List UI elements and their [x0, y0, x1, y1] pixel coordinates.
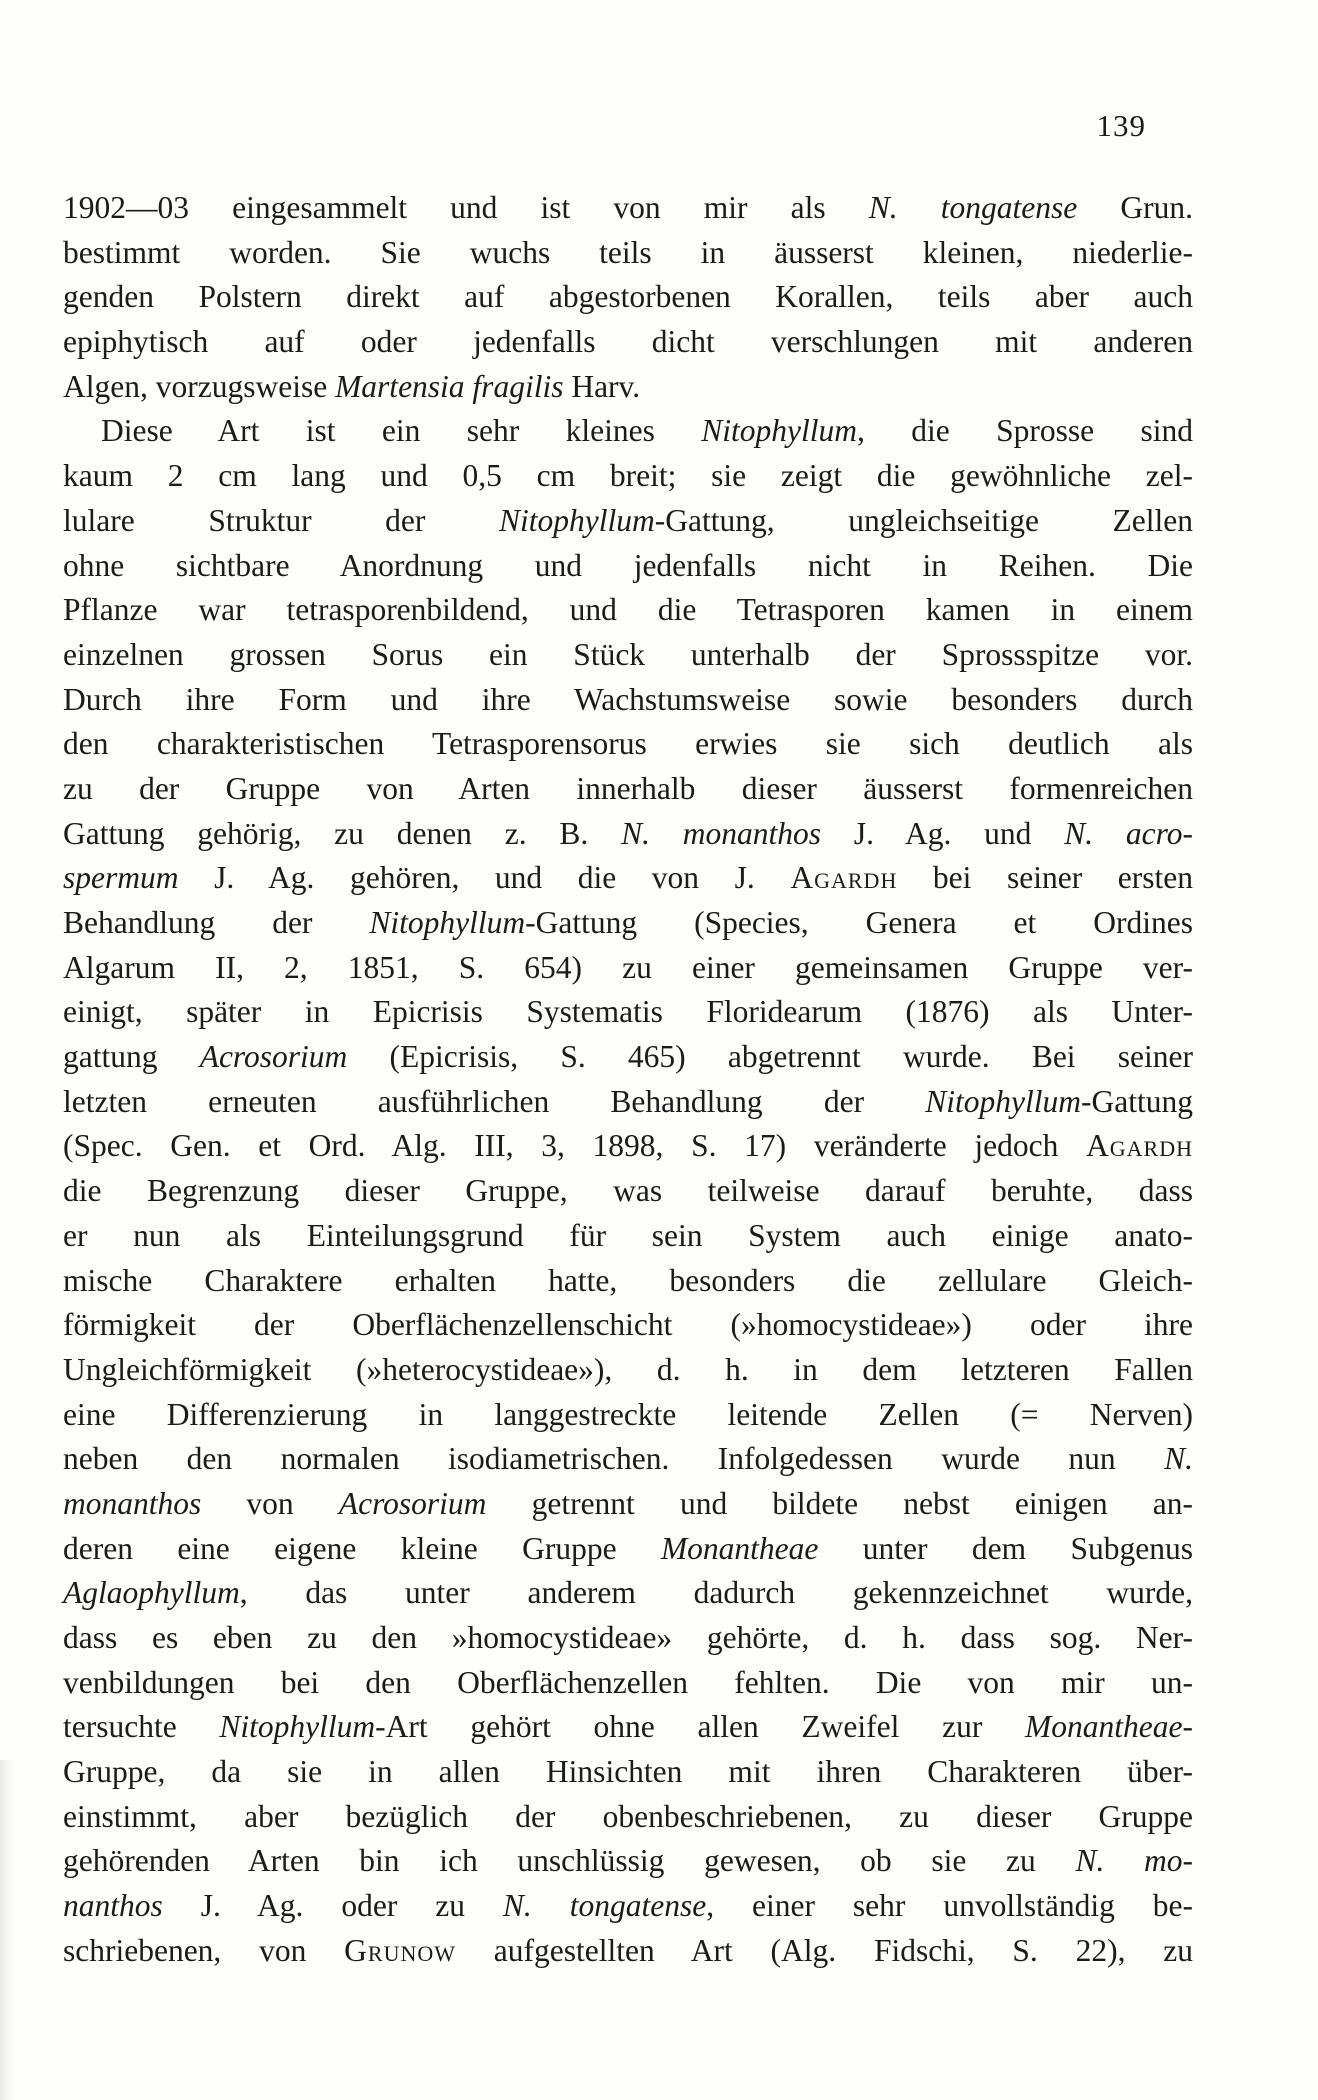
text-line: epiphytisch auf oder jedenfalls dicht verschlungen mit anderen	[63, 324, 1193, 360]
text-line: genden Polstern direkt auf abgestorbenen Korallen, teils aber auch	[63, 279, 1193, 315]
text-line: Behandlung der Nitophyllum-Gattung (Species, Genera et Ordines	[63, 905, 1193, 940]
page-number: 139	[1096, 108, 1146, 143]
text-line: er nun als Einteilungsgrund für sein System auch einige anato-	[63, 1217, 1193, 1253]
text-line: Algarum II, 2, 1851, S. 654) zu einer gemeinsamen Gruppe ver-	[63, 949, 1193, 985]
text-line: förmigkeit der Oberflächenzellenschicht (»homocystideae») oder ihre	[63, 1307, 1193, 1343]
text-line: neben den normalen isodiametrischen. Infolgedessen wurde nun N.	[63, 1441, 1193, 1477]
text-line: Gruppe, da sie in allen Hinsichten mit ihren Charakteren über-	[63, 1754, 1193, 1790]
text-line: tersuchte Nitophyllum-Art gehört ohne allen Zweifel zur Monantheae-	[63, 1709, 1193, 1745]
text-line: eine Differenzierung in langgestreckte leitende Zellen (= Nerven)	[63, 1396, 1193, 1432]
text-line: Ungleichförmigkeit (»heterocystideae»), d. h. in dem letzteren Fallen	[63, 1351, 1193, 1387]
text-line: einstimmt, aber bezüglich der obenbeschriebenen, zu dieser Gruppe	[63, 1798, 1193, 1834]
body-text	[63, 186, 1193, 1974]
text-line: einigt, später in Epicrisis Systematis Floridearum (1876) als Unter-	[63, 994, 1193, 1030]
text-line: spermum J. Ag. gehören, und die von J. Agardh bei seiner ersten	[63, 860, 1193, 896]
binding-shadow	[0, 1760, 12, 2100]
text-line: 1902—03 eingesammelt und ist von mir als N. tongatense Grun.	[63, 190, 1193, 225]
text-line: einzelnen grossen Sorus ein Stück unterhalb der Sprossspitze vor.	[63, 636, 1193, 672]
text-line: gehörenden Arten bin ich unschlüssig gewesen, ob sie zu N. mo-	[63, 1843, 1194, 1879]
text-line: schriebenen, von Grunow aufgestellten Art (Alg. Fidschi, S. 22), zu	[63, 1932, 1193, 1968]
text-line: ohne sichtbare Anordnung und jedenfalls nicht in Reihen. Die	[63, 547, 1193, 583]
text-line: letzten erneuten ausführlichen Behandlung der Nitophyllum-Gattung	[63, 1083, 1193, 1119]
text-line: dass es eben zu den »homocystideae» gehörte, d. h. dass sog. Ner-	[63, 1620, 1193, 1655]
text-line: die Begrenzung dieser Gruppe, was teilweise darauf beruhte, dass	[63, 1173, 1193, 1209]
text-line: kaum 2 cm lang und 0,5 cm breit; sie zeigt die gewöhnliche zel-	[63, 458, 1193, 494]
text-line: bestimmt worden. Sie wuchs teils in äusserst kleinen, niederlie-	[63, 234, 1193, 270]
text-line: Algen, vorzugsweise Martensia fragilis Harv.	[63, 368, 641, 404]
text-line: monanthos von Acrosorium getrennt und bildete nebst einigen an-	[63, 1485, 1193, 1521]
text-line: lulare Struktur der Nitophyllum-Gattung, ungleichseitige Zellen	[63, 502, 1194, 538]
text-line: den charakteristischen Tetrasporensorus erwies sie sich deutlich als	[63, 726, 1193, 762]
text-line: gattung Acrosorium (Epicrisis, S. 465) abgetrennt wurde. Bei seiner	[63, 1039, 1193, 1075]
paragraph-start: Diese Art ist ein sehr kleines Nitophyllum, die Sprosse sind	[101, 413, 1194, 449]
text-line: venbildungen bei den Oberflächenzellen fehlten. Die von mir un-	[63, 1664, 1193, 1700]
text-line: Pflanze war tetrasporenbildend, und die Tetrasporen kamen in einem	[63, 592, 1193, 628]
text-line: nanthos J. Ag. oder zu N. tongatense, einer sehr unvollständig be-	[63, 1888, 1193, 1924]
text-line: mische Charaktere erhalten hatte, besonders die zellulare Gleich-	[63, 1262, 1193, 1298]
text-line: Aglaophyllum, das unter anderem dadurch gekennzeichnet wurde,	[63, 1575, 1193, 1611]
text-line: Gattung gehörig, zu denen z. B. N. monanthos J. Ag. und N. acro-	[63, 815, 1193, 851]
text-line: deren eine eigene kleine Gruppe Monantheae unter dem Subgenus	[63, 1530, 1194, 1566]
text-line: Durch ihre Form und ihre Wachstumsweise sowie besonders durch	[63, 681, 1193, 717]
text-line: zu der Gruppe von Arten innerhalb dieser äusserst formenreichen	[63, 770, 1193, 806]
text-line: (Spec. Gen. et Ord. Alg. III, 3, 1898, S. 17) veränderte jedoch Agardh	[63, 1128, 1193, 1164]
